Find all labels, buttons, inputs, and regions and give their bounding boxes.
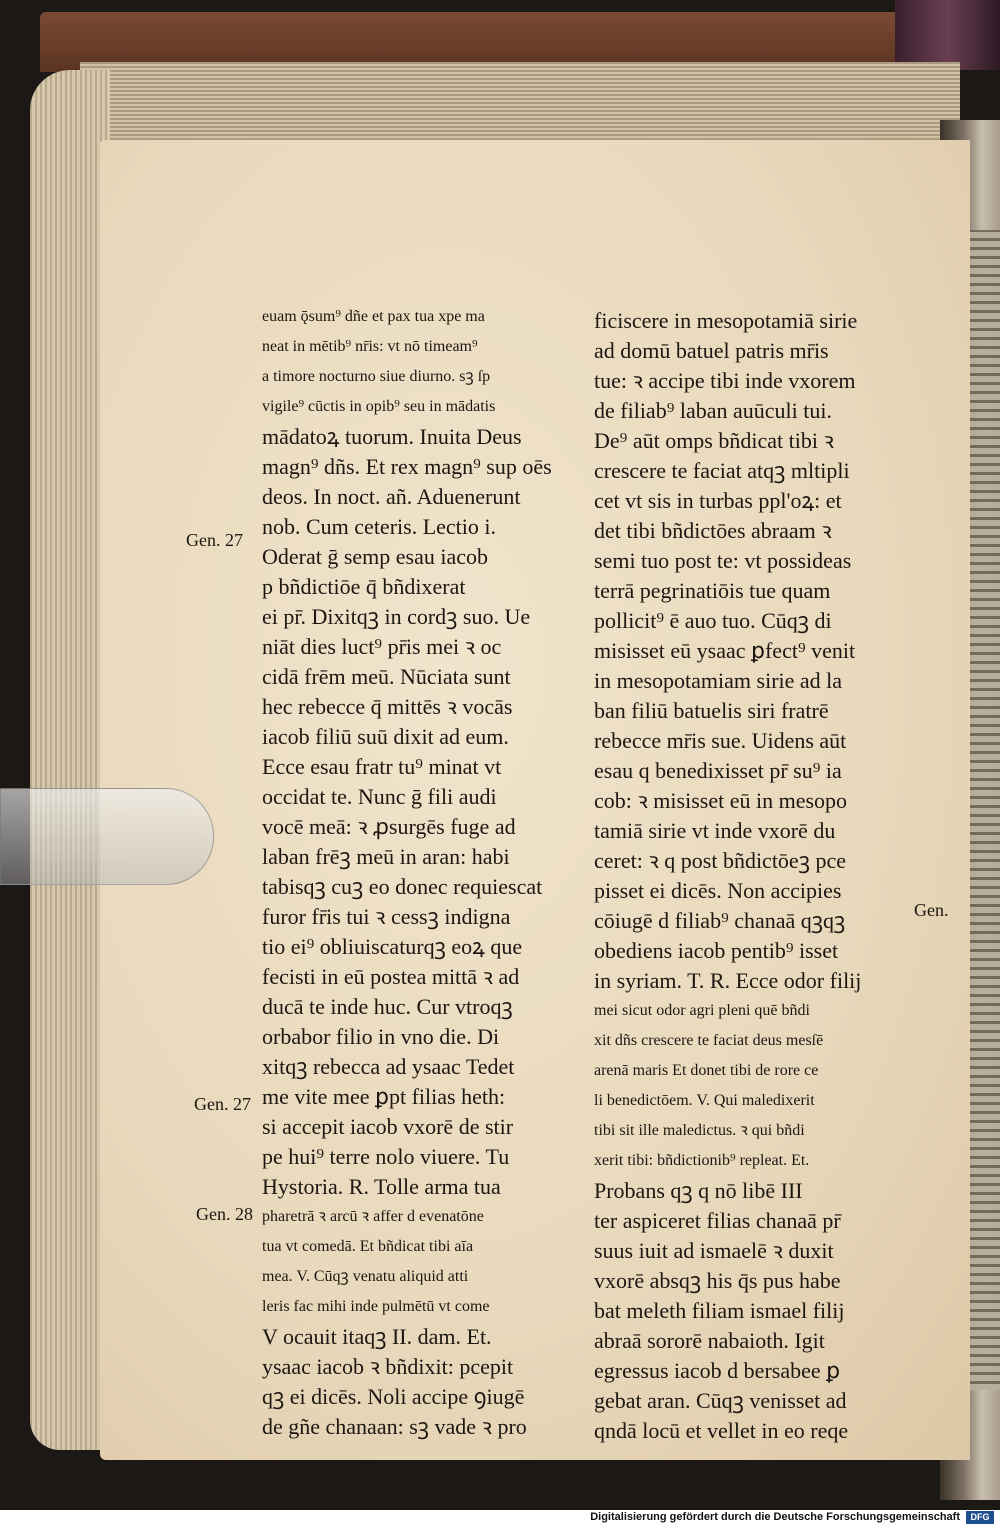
text-line: ducā te inde huc. Cur vtroqꝫ — [262, 994, 513, 1019]
text-line: xit dñs crescere te faciat deus mesſē — [594, 1032, 824, 1049]
text-line: li benedictōem. V. Qui maledixerit — [594, 1092, 815, 1109]
text-line: suus iuit ad ismaelē ꝛ duxit — [594, 1238, 834, 1263]
text-line: tabisqꝫ cuꝫ eo donec requiescat — [262, 874, 543, 899]
text-line: a timore nocturno siue diurno. sꝫ ſp — [262, 368, 491, 385]
text-line: mei sicut odor agri pleni quē bñdi — [594, 1002, 810, 1019]
right-text-column — [594, 306, 914, 1446]
text-line: qndā locū et vellet in eo reqe — [594, 1418, 849, 1443]
text-line: gebat aran. Cūqꝫ venisset ad — [594, 1388, 847, 1413]
text-line: de gñe chanaan: sꝫ vade ꝛ pro — [262, 1414, 527, 1439]
text-line: ceret: ꝛ q post bñdictōeꝫ pce — [594, 848, 846, 873]
text-line: de filiab⁹ laban auūculi tui. — [594, 398, 832, 423]
text-line: tamiā sirie vt inde vxorē du — [594, 818, 836, 843]
text-line: Hystoria. R. Tolle arma tua — [262, 1174, 501, 1199]
text-line: Ecce esau fratr tu⁹ minat vt — [262, 754, 502, 779]
text-line: ad domū batuel patris mr̄is — [594, 338, 829, 363]
margin-note: Gen. 27 — [194, 1094, 251, 1114]
text-line: tue: ꝛ accipe tibi inde vxorem — [594, 368, 856, 393]
text-line: egressus iacob d bersabee ꝑ — [594, 1358, 841, 1383]
margin-note: Gen. — [914, 900, 949, 920]
text-line: vxorē absqꝫ his q̄s pus habe — [594, 1268, 841, 1293]
dfg-logo: DFG — [966, 1511, 994, 1524]
margin-note: Gen. 27 — [186, 530, 243, 550]
text-line: cet vt sis in turbas ppl'oꝝ: et — [594, 488, 842, 513]
digitization-footer — [0, 1510, 1000, 1525]
text-line: Oderat ḡ semp esau iacob — [262, 544, 489, 569]
text-line: pharetrā ꝛ arcū ꝛ affer d evenatōne — [262, 1208, 484, 1225]
page-top-edge — [80, 62, 960, 152]
text-line: pollicit⁹ ē auo tuo. Cūqꝫ di — [594, 608, 832, 633]
text-line: ysaac iacob ꝛ bñdixit: pcepit — [262, 1354, 514, 1379]
text-line: arenā maris Et donet tibi de rore ce — [594, 1062, 819, 1079]
text-line: tua vt comedā. Et bñdicat tibi aīa — [262, 1238, 474, 1255]
text-line: mea. V. Cūqꝫ venatu aliquid atti — [262, 1268, 469, 1285]
text-line: misisset eū ysaac ꝑfect⁹ venit — [594, 638, 856, 663]
text-line: pisset ei dicēs. Non accipies — [594, 878, 842, 903]
text-line: p bñdictiōe q̄ bñdixerat — [262, 574, 466, 599]
text-line: abraā sororē nabaioth. Igit — [594, 1328, 825, 1353]
text-line: qꝫ ei dicēs. Noli accipe ꝯiugē — [262, 1384, 525, 1409]
text-line: ter aspiceret filias chanaā pr̄ — [594, 1208, 841, 1233]
bookmark-strap — [895, 0, 1000, 70]
text-line: obediens iacob pentib⁹ isset — [594, 938, 839, 963]
text-line: cob: ꝛ misisset eū in mesopo — [594, 788, 848, 813]
text-line: Probans qꝫ q nō libē III — [594, 1178, 803, 1203]
text-line: terrā pegrinatiōis tue quam — [594, 578, 831, 603]
text-line: cōiugē d filiab⁹ chanaā qꝫqꝫ — [594, 908, 846, 933]
text-line: tio ei⁹ obliuiscaturqꝫ eoꝝ que — [262, 934, 523, 959]
text-line: orbabor filio in vno die. Di — [262, 1024, 500, 1049]
text-line: V ocauit itaqꝫ II. dam. Et. — [262, 1324, 492, 1349]
text-line: hec rebecce q̄ mittēs ꝛ vocās — [262, 694, 513, 719]
text-line: leris fac mihi inde pulmētū vt come — [262, 1298, 490, 1315]
text-line: si accepit iacob vxorē de stir — [262, 1114, 514, 1139]
left-text-column — [262, 302, 587, 1442]
text-line: cidā frēm meū. Nūciata sunt — [262, 664, 511, 689]
text-line: fecisti in eū postea mittā ꝛ ad — [262, 964, 520, 989]
text-line: neat in mētib⁹ nr̄is: vt nō timeam⁹ — [262, 338, 478, 355]
text-line: De⁹ aūt omps bñdicat tibi ꝛ — [594, 428, 834, 453]
text-line: magn⁹ dñs. Et rex magn⁹ sup oēs — [262, 454, 552, 479]
text-line: crescere te faciat atqꝫ mltipli — [594, 458, 850, 483]
text-line: me vite mee ꝑpt filias heth: — [262, 1084, 506, 1109]
text-line: xitqꝫ rebecca ad ysaac Tedet — [262, 1054, 515, 1079]
text-line: deos. In noct. añ. Aduenerunt — [262, 484, 521, 509]
text-line: bat meleth filiam ismael filij — [594, 1298, 845, 1323]
text-line: tibi sit ille maledictus. ꝛ qui bñdi — [594, 1122, 805, 1139]
text-line: niāt dies luct⁹ pr̄is mei ꝛ oc — [262, 634, 502, 659]
text-line: furor fr̄is tui ꝛ cessꝫ indigna — [262, 904, 511, 929]
margin-note: Gen. 28 — [196, 1204, 253, 1224]
text-line: ficiscere in mesopotamiā sirie — [594, 308, 858, 333]
text-line: ei pr̄. Dixitqꝫ in cordꝫ suo. Ue — [262, 604, 531, 629]
text-line: ban filiū batuelis siri fratrē — [594, 698, 829, 723]
text-line: pe hui⁹ terre nolo viuere. Tu — [262, 1144, 510, 1169]
text-line: mādatoꝝ tuorum. Inuita Deus — [262, 424, 522, 449]
text-line: in mesopotamiam sirie ad la — [594, 668, 843, 693]
text-line: nob. Cum ceteris. Lectio i. — [262, 514, 496, 539]
text-line: laban frēꝫ meū in aran: habi — [262, 844, 510, 869]
footer-credit: Digitalisierung gefördert durch die Deutsche Forschungsgemeinschaft — [590, 1511, 960, 1523]
text-line: xerit tibi: bñdictionib⁹ repleat. Et. — [594, 1152, 810, 1169]
text-line: vocē meā: ꝛ ꝓsurgēs fuge ad — [262, 814, 516, 839]
text-line: vigile⁹ cūctis in opib⁹ seu in mādatis — [262, 398, 496, 415]
text-line: esau q benedixisset pr̄ su⁹ ia — [594, 758, 842, 783]
text-line: occidat te. Nunc ḡ fili audi — [262, 784, 497, 809]
text-line: euam ǭsum⁹ dñe et pax tua xpe ma — [262, 308, 485, 325]
page-clip — [0, 788, 214, 885]
text-line: det tibi bñdictōes abraam ꝛ — [594, 518, 832, 543]
text-line: rebecce mr̄is sue. Uidens aūt — [594, 728, 847, 753]
text-line: iacob filiū suū dixit ad eum. — [262, 724, 509, 749]
page-fore-edge — [30, 70, 110, 1450]
text-line: semi tuo post te: vt possideas — [594, 548, 852, 573]
text-line: in syriam. T. R. Ecce odor filij — [594, 968, 862, 993]
